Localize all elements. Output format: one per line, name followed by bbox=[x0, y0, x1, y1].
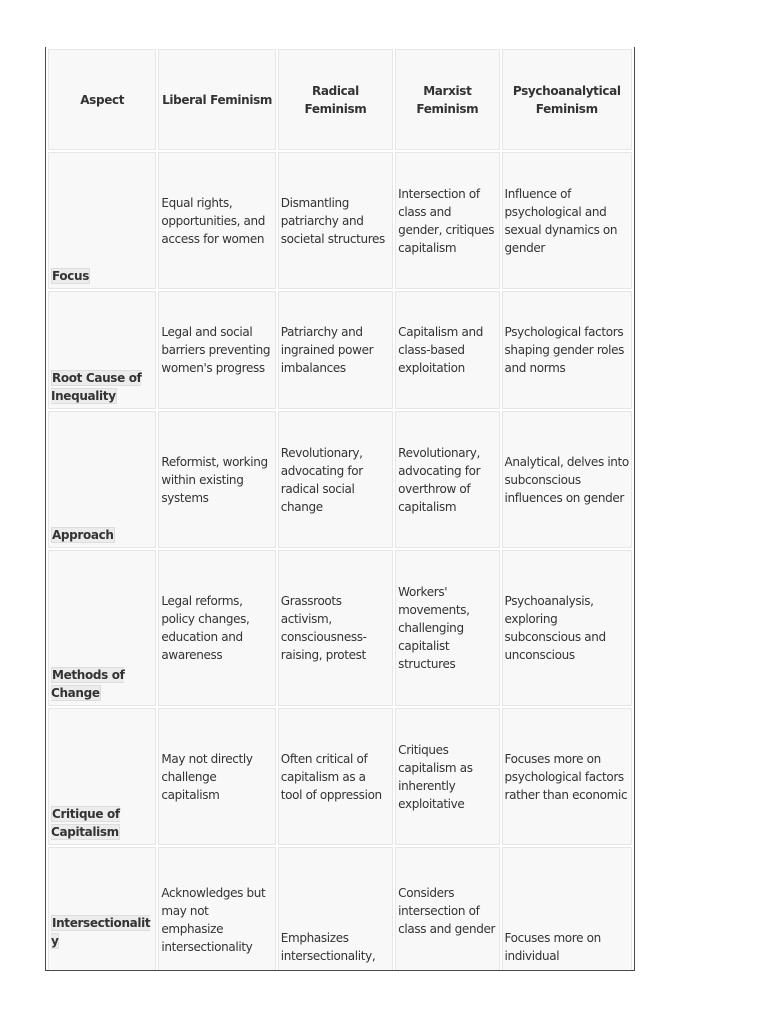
table-cell: Revolutionary, advocating for radical social change bbox=[278, 411, 393, 548]
table-cell: Focuses more on psychological factors rather than economic bbox=[502, 708, 632, 845]
header-marxist-feminism: Marxist Feminism bbox=[395, 49, 499, 150]
row-label-cell bbox=[48, 708, 156, 845]
feminism-comparison-table bbox=[46, 47, 634, 971]
table-cell: Intersection of class and gender, critiques capitalism bbox=[395, 152, 499, 289]
table-cell: Analytical, delves into subconscious influences on gender bbox=[502, 411, 632, 548]
header-aspect: Aspect bbox=[48, 49, 156, 150]
row-label-root-cause: Root Cause of Inequality bbox=[51, 371, 142, 403]
table-cell: Legal and social barriers preventing women's progress bbox=[158, 291, 275, 409]
table-row-methods bbox=[48, 550, 632, 706]
table-cell: Capitalism and class-based exploitation bbox=[395, 291, 499, 409]
row-label-intersectionality: Intersectionality bbox=[51, 916, 151, 948]
row-label-focus: Focus bbox=[52, 269, 90, 283]
header-radical-feminism: Radical Feminism bbox=[278, 49, 393, 150]
table-row-approach bbox=[48, 411, 632, 548]
table-cell: Patriarchy and ingrained power imbalances bbox=[278, 291, 393, 409]
table-cell: Reformist, working within existing systems bbox=[158, 411, 275, 548]
table-cell: Psychoanalysis, exploring subconscious and unconscious bbox=[502, 550, 632, 706]
table-cell: Focuses more on individual bbox=[502, 847, 632, 971]
header-psychoanalytical-feminism: Psychoanalytical Feminism bbox=[502, 49, 632, 150]
row-label-cell bbox=[48, 411, 156, 548]
header-liberal-feminism: Liberal Feminism bbox=[158, 49, 275, 150]
row-label-cell bbox=[48, 152, 156, 289]
table-cell: Legal reforms, policy changes, education and awareness bbox=[158, 550, 275, 706]
row-label-cell bbox=[48, 291, 156, 409]
row-label-critique: Critique of Capitalism bbox=[51, 807, 120, 839]
table-header-row bbox=[48, 49, 632, 150]
row-label-cell bbox=[48, 847, 156, 971]
table-cell: Workers' movements, challenging capitalist structures bbox=[395, 550, 499, 706]
row-label-methods: Methods of Change bbox=[51, 668, 125, 700]
table-cell: Grassroots activism, consciousness-raising, protest bbox=[278, 550, 393, 706]
table-cell: Dismantling patriarchy and societal structures bbox=[278, 152, 393, 289]
table-cell: Equal rights, opportunities, and access for women bbox=[158, 152, 275, 289]
table-cell: May not directly challenge capitalism bbox=[158, 708, 275, 845]
table-cell: Revolutionary, advocating for overthrow of capitalism bbox=[395, 411, 499, 548]
table-cell: Often critical of capitalism as a tool of oppression bbox=[278, 708, 393, 845]
table-row-intersectionality bbox=[48, 847, 632, 971]
comparison-table-frame bbox=[45, 47, 635, 971]
row-label-approach: Approach bbox=[52, 528, 114, 542]
table-cell: Critiques capitalism as inherently exploitative bbox=[395, 708, 499, 845]
table-cell: Considers intersection of class and gender bbox=[395, 847, 499, 971]
table-cell: Emphasizes intersectionality, bbox=[278, 847, 393, 971]
row-label-cell bbox=[48, 550, 156, 706]
table-cell: Psychological factors shaping gender roles and norms bbox=[502, 291, 632, 409]
table-cell: Influence of psychological and sexual dynamics on gender bbox=[502, 152, 632, 289]
table-row-root-cause bbox=[48, 291, 632, 409]
table-row-focus bbox=[48, 152, 632, 289]
table-cell: Acknowledges but may not emphasize intersectionality bbox=[158, 847, 275, 971]
table-row-critique bbox=[48, 708, 632, 845]
